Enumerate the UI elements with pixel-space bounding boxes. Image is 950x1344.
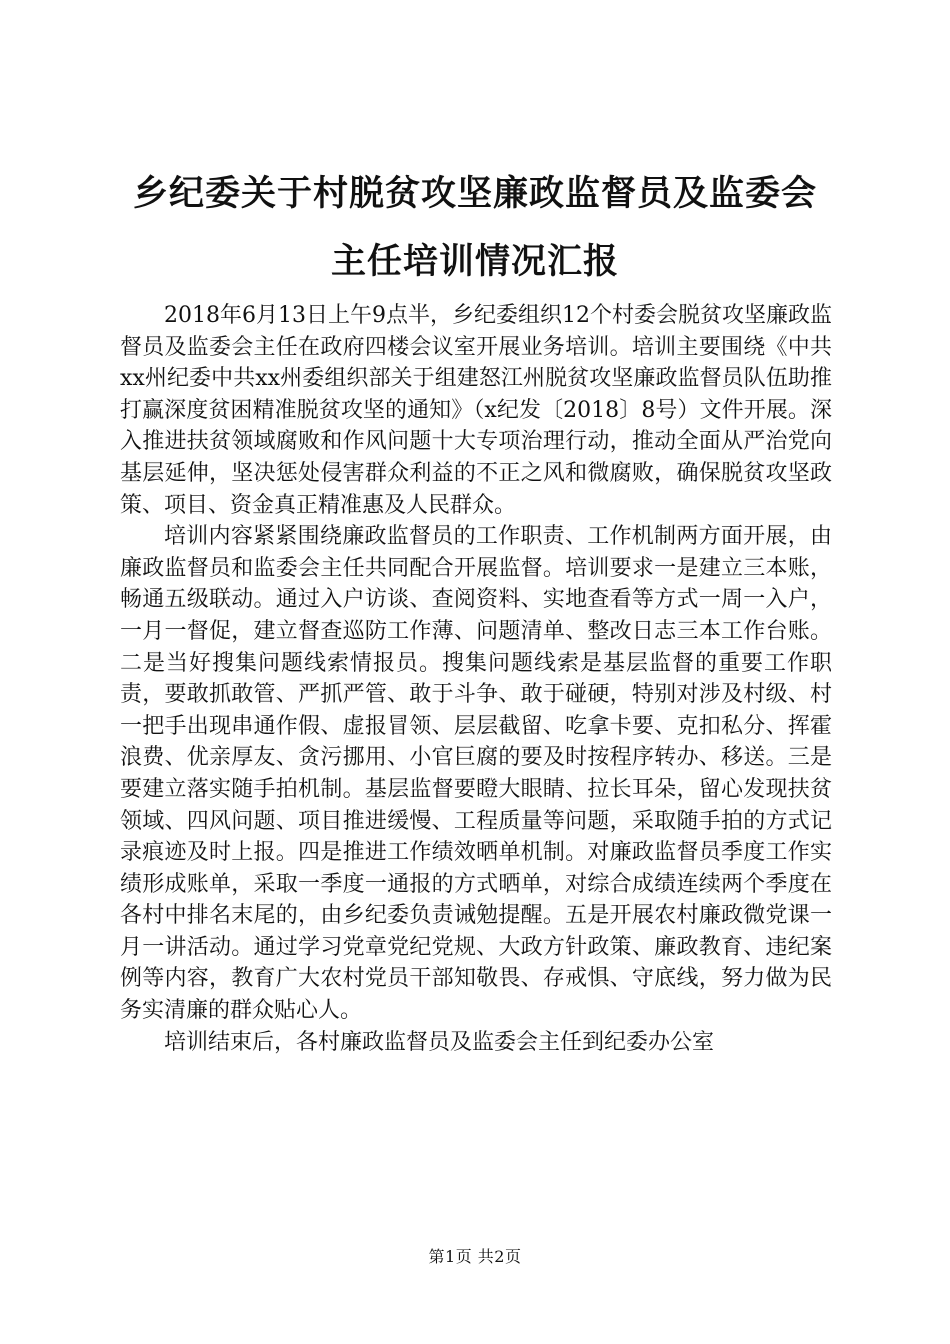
paragraph-1: 2018年6月13日上午9点半，乡纪委组织12个村委会脱贫攻坚廉政监督员及监委会主任在政府四楼会议室开展业务培训。培训主要围绕《中共xx州纪委中共xx州委组织部关于组建怒江州脱贫攻坚廉政监督员队伍助推打赢深度贫困精准脱贫攻坚的通知》（x纪发〔2018〕8号）文件开展。深入推进扶贫领域腐败和作风问题十大专项治理行动，推动全面从严治党向基层延伸，坚决惩处侵害群众利益的不正之风和微腐败，确保脱贫攻坚政策、项目、资金真正精准惠及人民群众。 [120,303,832,518]
paragraph-2: 培训内容紧紧围绕廉政监督员的工作职责、工作机制两方面开展，由廉政监督员和监委会主任共同配合开展监督。培训要求一是建立三本账，畅通五级联动。通过入户访谈、查阅资料、实地查看等方式一周一入户，一月一督促，建立督查巡防工作薄、问题清单、整改日志三本工作台账。二是当好搜集问题线索情报员。搜集问题线索是基层监督的重要工作职责，要敢抓敢管、严抓严管、敢于斗争、敢于碰硬，特别对涉及村级、村一把手出现串通作假、虚报冒领、层层截留、吃拿卡要、克扣私分、挥霍浪费、优亲厚友、贪污挪用、小官巨腐的要及时按程序转办、移送。三是要建立落实随手拍机制。基层监督要瞪大眼睛、拉长耳朵，留心发现扶贫领域、四风问题、项目推进缓慢、工程质量等问题，采取随手拍的方式记录痕迹及时上报。四是推进工作绩效晒单机制。对廉政监督员季度工作实绩形成账单，采取一季度一通报的方式晒单，对综合成绩连续两个季度在各村中排名末尾的，由乡纪委负责诫勉提醒。五是开展农村廉政微党课一月一讲活动。通过学习党章党纪党规、大政方针政策、廉政教育、违纪案例等内容，教育广大农村党员干部知敬畏、存戒惧、守底线，努力做为民务实清廉的群众贴心人。 [120,524,832,1024]
document-body [120,300,832,1058]
document-title: 乡纪委关于村脱贫攻坚廉政监督员及监委会主任培训情况汇报 [132,173,817,282]
paragraph-3: 培训结束后，各村廉政监督员及监委会主任到纪委办公室 [164,1029,715,1055]
page-number-footer: 第1页 共2页 [428,1247,522,1266]
